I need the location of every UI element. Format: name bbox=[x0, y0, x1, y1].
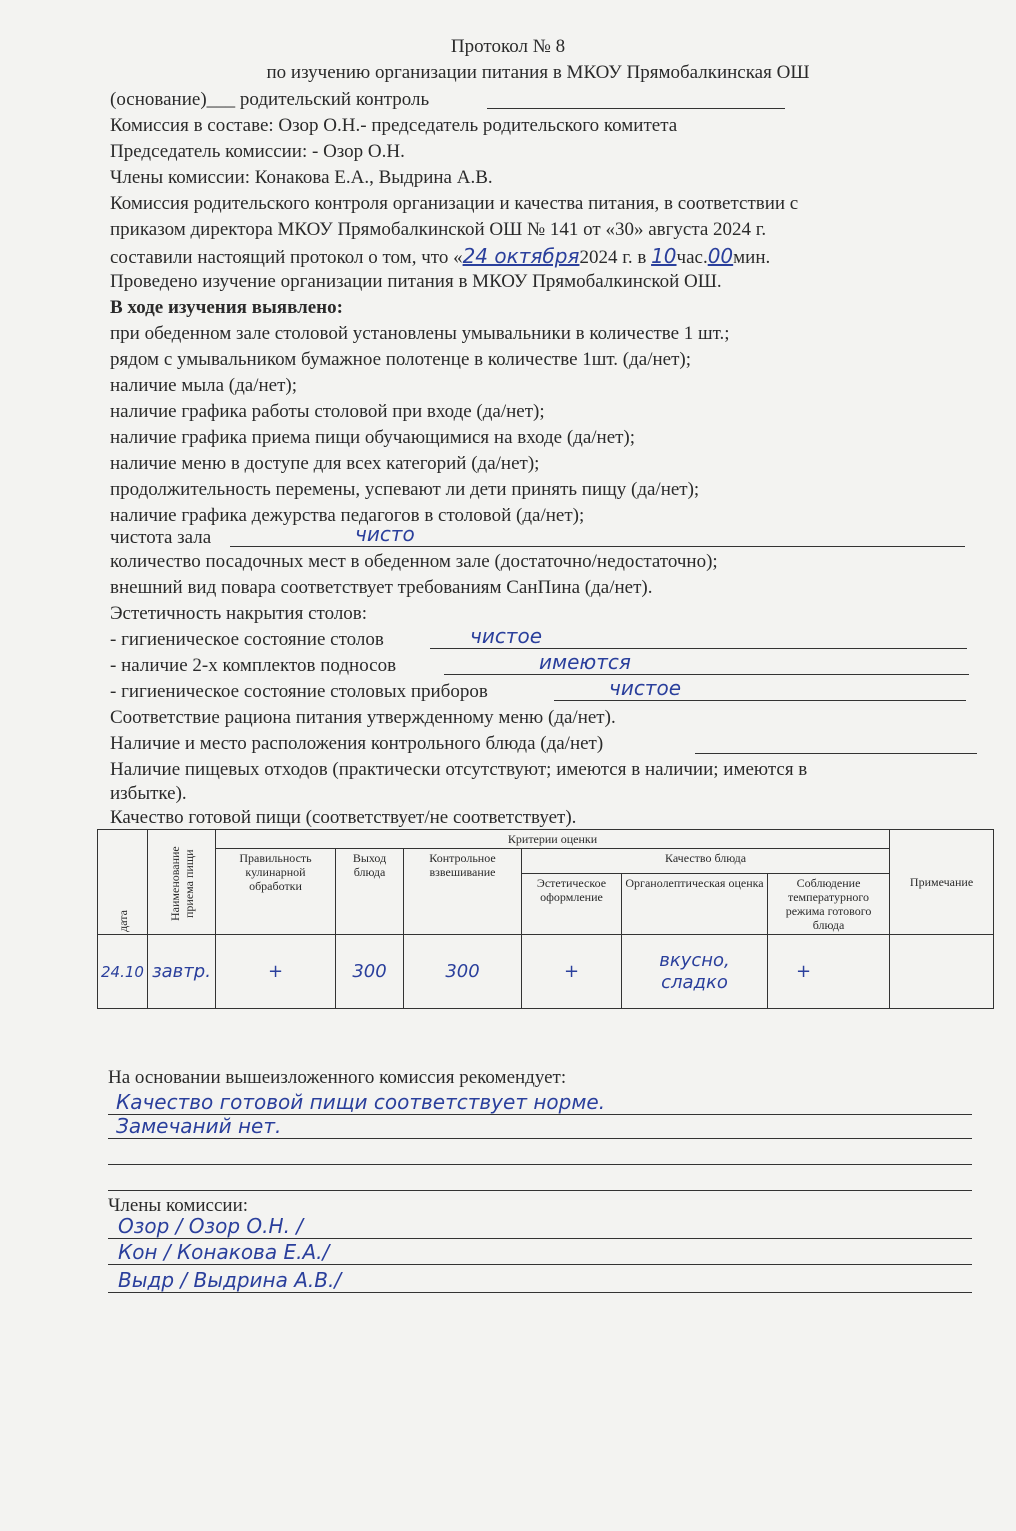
signature-3: Выдр / Выдрина А.В./ bbox=[118, 1268, 342, 1292]
handwritten-minutes: 00 bbox=[707, 244, 734, 268]
basis-prefix: (основание)___ bbox=[110, 89, 236, 110]
cell-meal: завтр. bbox=[148, 935, 216, 1009]
recommendation-label: На основании вышеизложенного комиссия рекомендует: bbox=[108, 1067, 567, 1088]
aesthetics-heading: Эстетичность накрытия столов: bbox=[110, 603, 368, 624]
finding-item: наличие графика дежурства педагогов в столовой (да/нет); bbox=[110, 505, 585, 526]
chairman-line: Председатель комиссии: - Озор О.Н. bbox=[110, 141, 405, 162]
document-title: Протокол № 8 bbox=[450, 36, 566, 57]
column-header-meal bbox=[148, 830, 216, 935]
handwritten-value: Замечаний нет. bbox=[116, 1114, 282, 1138]
table-row bbox=[98, 935, 994, 1009]
cell-cooking: + bbox=[216, 935, 336, 1009]
signature-row bbox=[108, 1214, 972, 1239]
finding-item: Наличие пищевых отходов (практически отсутствуют; имеются в наличии; имеются в bbox=[110, 759, 808, 780]
column-header-aesthetic: Эстетическое оформление bbox=[522, 874, 622, 935]
text-fragment: час. bbox=[676, 247, 708, 268]
finding-item: Соответствие рациона питания утвержденному меню (да/нет). bbox=[110, 707, 616, 728]
criteria-table bbox=[97, 829, 994, 1009]
header-text: Наименование приема пищи bbox=[167, 846, 196, 922]
commission-line: Комиссия в составе: Озор О.Н.- председатель родительского комитета bbox=[110, 115, 678, 136]
blank-line bbox=[108, 1190, 972, 1191]
cell-date: 24.10 bbox=[98, 935, 148, 1009]
handwritten-hour: 10 bbox=[651, 244, 677, 268]
finding-item: при обеденном зале столовой установлены умывальники в количестве 1 шт.; bbox=[110, 323, 730, 344]
handwritten-value: Качество готовой пищи соответствует норме. bbox=[116, 1090, 606, 1114]
finding-item: наличие мыла (да/нет); bbox=[110, 375, 297, 396]
finding-item: избытке). bbox=[110, 783, 187, 804]
control-dish-line: Наличие и место расположения контрольного блюда (да/нет) bbox=[110, 733, 604, 754]
trays-label: - наличие 2-х комплектов подносов bbox=[110, 655, 397, 676]
column-header-weighing: Контрольное взвешивание bbox=[404, 849, 522, 935]
signature-2: Кон / Конакова Е.А./ bbox=[118, 1240, 330, 1264]
column-header-date bbox=[98, 830, 148, 935]
tables-hygiene-label: - гигиеническое состояние столов bbox=[110, 629, 384, 650]
finding-item: наличие графика приема пищи обучающимися на входе (да/нет); bbox=[110, 427, 636, 448]
finding-item: продолжительность перемены, успевают ли дети принять пищу (да/нет); bbox=[110, 479, 700, 500]
cell-organoleptic: вкусно, сладко bbox=[622, 935, 768, 1009]
finding-item: внешний вид повара соответствует требованиям СанПина (да/нет). bbox=[110, 577, 653, 598]
handwritten-date: 24 октября bbox=[462, 244, 580, 268]
cell-yield: 300 bbox=[336, 935, 404, 1009]
hall-cleanliness-label: чистота зала bbox=[110, 527, 212, 548]
signature-1: Озор / Озор О.Н. / bbox=[118, 1214, 304, 1238]
text-line: приказом директора МКОУ Прямобалкинской ОШ № 141 от «30» августа 2024 г. bbox=[110, 219, 767, 240]
cell-note bbox=[890, 935, 994, 1009]
findings-heading: В ходе изучения выявлено: bbox=[110, 297, 343, 318]
tables-hygiene-field bbox=[430, 624, 967, 649]
signature-row bbox=[108, 1268, 972, 1293]
members-label: Члены комиссии: bbox=[108, 1195, 249, 1216]
members-line: Члены комиссии: Конакова Е.А., Выдрина А.В. bbox=[110, 167, 493, 188]
criteria-header: Критерии оценки bbox=[216, 830, 890, 849]
hall-cleanliness-field bbox=[230, 524, 965, 547]
basis-underline bbox=[487, 108, 785, 109]
text-fragment: мин. bbox=[733, 247, 771, 268]
handwritten-value: имеются bbox=[539, 650, 631, 674]
signature-row bbox=[108, 1240, 972, 1265]
text-line: Проведено изучение организации питания в МКОУ Прямобалкинской ОШ. bbox=[110, 271, 722, 292]
control-dish-underline bbox=[695, 753, 977, 754]
cell-weighing: 300 bbox=[404, 935, 522, 1009]
document-subtitle: по изучению организации питания в МКОУ Прямобалкинская ОШ bbox=[266, 62, 810, 83]
recommendation-line bbox=[108, 1090, 972, 1115]
cell-aesthetic: + bbox=[522, 935, 622, 1009]
finding-item: рядом с умывальником бумажное полотенце в количестве 1шт. (да/нет); bbox=[110, 349, 692, 370]
basis-text: родительский контроль bbox=[239, 89, 430, 110]
column-header-note: Примечание bbox=[890, 830, 994, 935]
trays-field bbox=[444, 650, 969, 675]
finding-item: Качество готовой пищи (соответствует/не соответствует). bbox=[110, 807, 577, 828]
date-time-line bbox=[110, 244, 770, 270]
column-header-organoleptic: Органолептическая оценка bbox=[622, 874, 768, 935]
cutlery-hygiene-field bbox=[554, 676, 966, 701]
cutlery-hygiene-label: - гигиеническое состояние столовых приборов bbox=[110, 681, 488, 702]
blank-line bbox=[108, 1164, 972, 1165]
handwritten-value: чистое bbox=[470, 624, 543, 648]
basis-line bbox=[110, 88, 429, 112]
finding-item: количество посадочных мест в обеденном зале (достаточно/недостаточно); bbox=[110, 551, 718, 572]
header-text: дата bbox=[115, 910, 130, 932]
cell-temperature: + bbox=[768, 935, 890, 1009]
handwritten-value: чисто bbox=[355, 522, 415, 546]
text-fragment: 2024 г. в bbox=[579, 247, 652, 268]
handwritten-value: чистое bbox=[609, 676, 682, 700]
finding-item: наличие меню в доступе для всех категорий (да/нет); bbox=[110, 453, 540, 474]
finding-item: наличие графика работы столовой при входе (да/нет); bbox=[110, 401, 545, 422]
column-header-temperature: Соблюдение температурного режима готового блюда bbox=[768, 874, 890, 935]
recommendation-line bbox=[108, 1114, 972, 1139]
column-header-yield: Выход блюда bbox=[336, 849, 404, 935]
text-fragment: составили настоящий протокол о том, что « bbox=[110, 247, 463, 268]
quality-header: Качество блюда bbox=[522, 849, 890, 874]
column-header-cooking: Правильность кулинарной обработки bbox=[216, 849, 336, 935]
text-line: Комиссия родительского контроля организации и качества питания, в соответствии с bbox=[110, 193, 799, 214]
